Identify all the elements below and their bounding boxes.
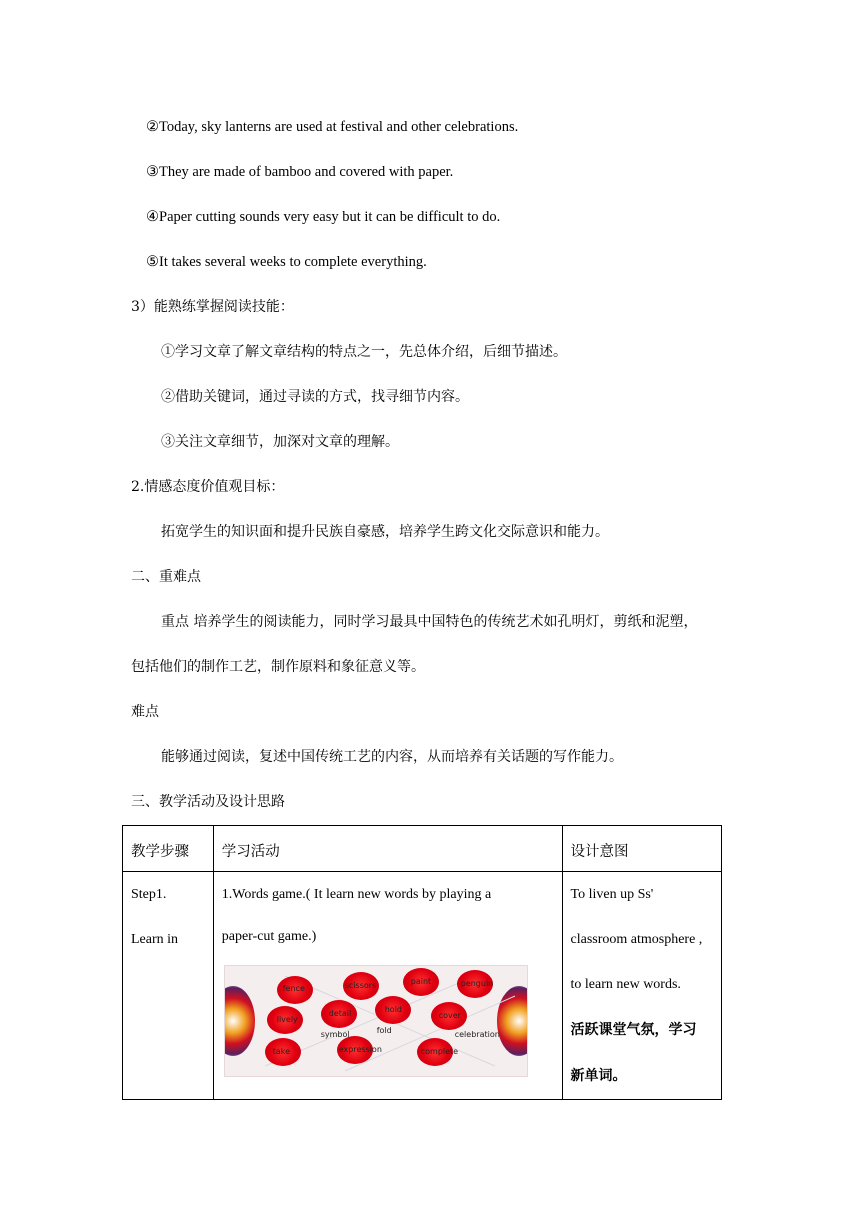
focus-text-line-1: 重点 培养学生的阅读能力，同时学习最具中国特色的传统艺术如孔明灯，剪纸和泥塑， — [161, 614, 698, 630]
game-word: lively — [276, 1015, 298, 1024]
activity-cell — [213, 872, 562, 1100]
objective-item-5: ⑤It takes several weeks to complete everything. — [146, 254, 427, 270]
game-word: detail — [328, 1009, 352, 1018]
objective-item-2: ②Today, sky lanterns are used at festival and other celebrations. — [146, 119, 519, 135]
game-word: complete — [420, 1047, 459, 1056]
game-word: paint — [410, 977, 432, 986]
skill-item-3: ③关注文章细节，加深对文章的理解。 — [161, 434, 399, 450]
header-activity: 学习活动 — [213, 826, 562, 872]
table-row — [123, 872, 722, 1100]
game-word: symbol — [320, 1030, 350, 1039]
game-word: scissors — [344, 981, 377, 990]
header-step: 教学步骤 — [123, 826, 214, 872]
objective-item-3: ③They are made of bamboo and covered with paper. — [146, 164, 454, 180]
game-word: fold — [376, 1026, 392, 1035]
game-word: hold — [384, 1005, 402, 1014]
intent-text-1: To liven up Ss' — [570, 887, 654, 902]
difficulty-text: 能够通过阅读，复述中国传统工艺的内容，从而培养有关话题的写作能力。 — [161, 749, 623, 765]
paper-cut-game-image — [224, 965, 528, 1077]
skill-item-2: ②借助关键词，通过寻读的方式，找寻细节内容。 — [161, 389, 469, 405]
game-word: cover — [438, 1011, 461, 1020]
game-word: fence — [282, 984, 305, 993]
skills-heading: 3）能熟练掌握阅读技能： — [131, 299, 294, 315]
activity-text-1: 1.Words game.( It learn new words by playing a — [221, 887, 492, 902]
step-label-2: Learn in — [131, 932, 179, 947]
game-word: take — [272, 1047, 291, 1056]
focus-text-line-2: 包括他们的制作工艺，制作原料和象征意义等。 — [131, 659, 425, 675]
intent-cell — [562, 872, 722, 1100]
header-intent: 设计意图 — [562, 826, 722, 872]
intent-text-3: to learn new words. — [570, 977, 681, 992]
game-word: celebration — [454, 1030, 500, 1039]
difficulty-heading: 难点 — [131, 704, 159, 720]
emotion-heading: 2.情感态度价值观目标： — [131, 479, 285, 495]
game-word: penguin — [460, 979, 494, 988]
objective-item-4: ④Paper cutting sounds very easy but it can be difficult to do. — [146, 209, 501, 225]
intent-text-cn-2: 新单词。 — [570, 1068, 627, 1084]
activities-heading: 三、教学活动及设计思路 — [131, 794, 285, 810]
emotion-text: 拓宽学生的知识面和提升民族自豪感，培养学生跨文化交际意识和能力。 — [161, 524, 609, 540]
skill-item-1: ①学习文章了解文章结构的特点之一，先总体介绍，后细节描述。 — [161, 344, 567, 360]
intent-text-2: classroom atmosphere , — [570, 932, 703, 947]
table-header-row — [123, 826, 722, 872]
activity-text-2: paper-cut game.) — [221, 929, 317, 944]
game-word: expression — [338, 1045, 382, 1054]
key-points-heading: 二、重难点 — [131, 569, 201, 585]
step-label: Step1. — [131, 887, 167, 902]
activity-table — [122, 825, 722, 1100]
intent-text-cn-1: 活跃课堂气氛，学习 — [570, 1022, 697, 1038]
step-cell — [123, 872, 214, 1100]
